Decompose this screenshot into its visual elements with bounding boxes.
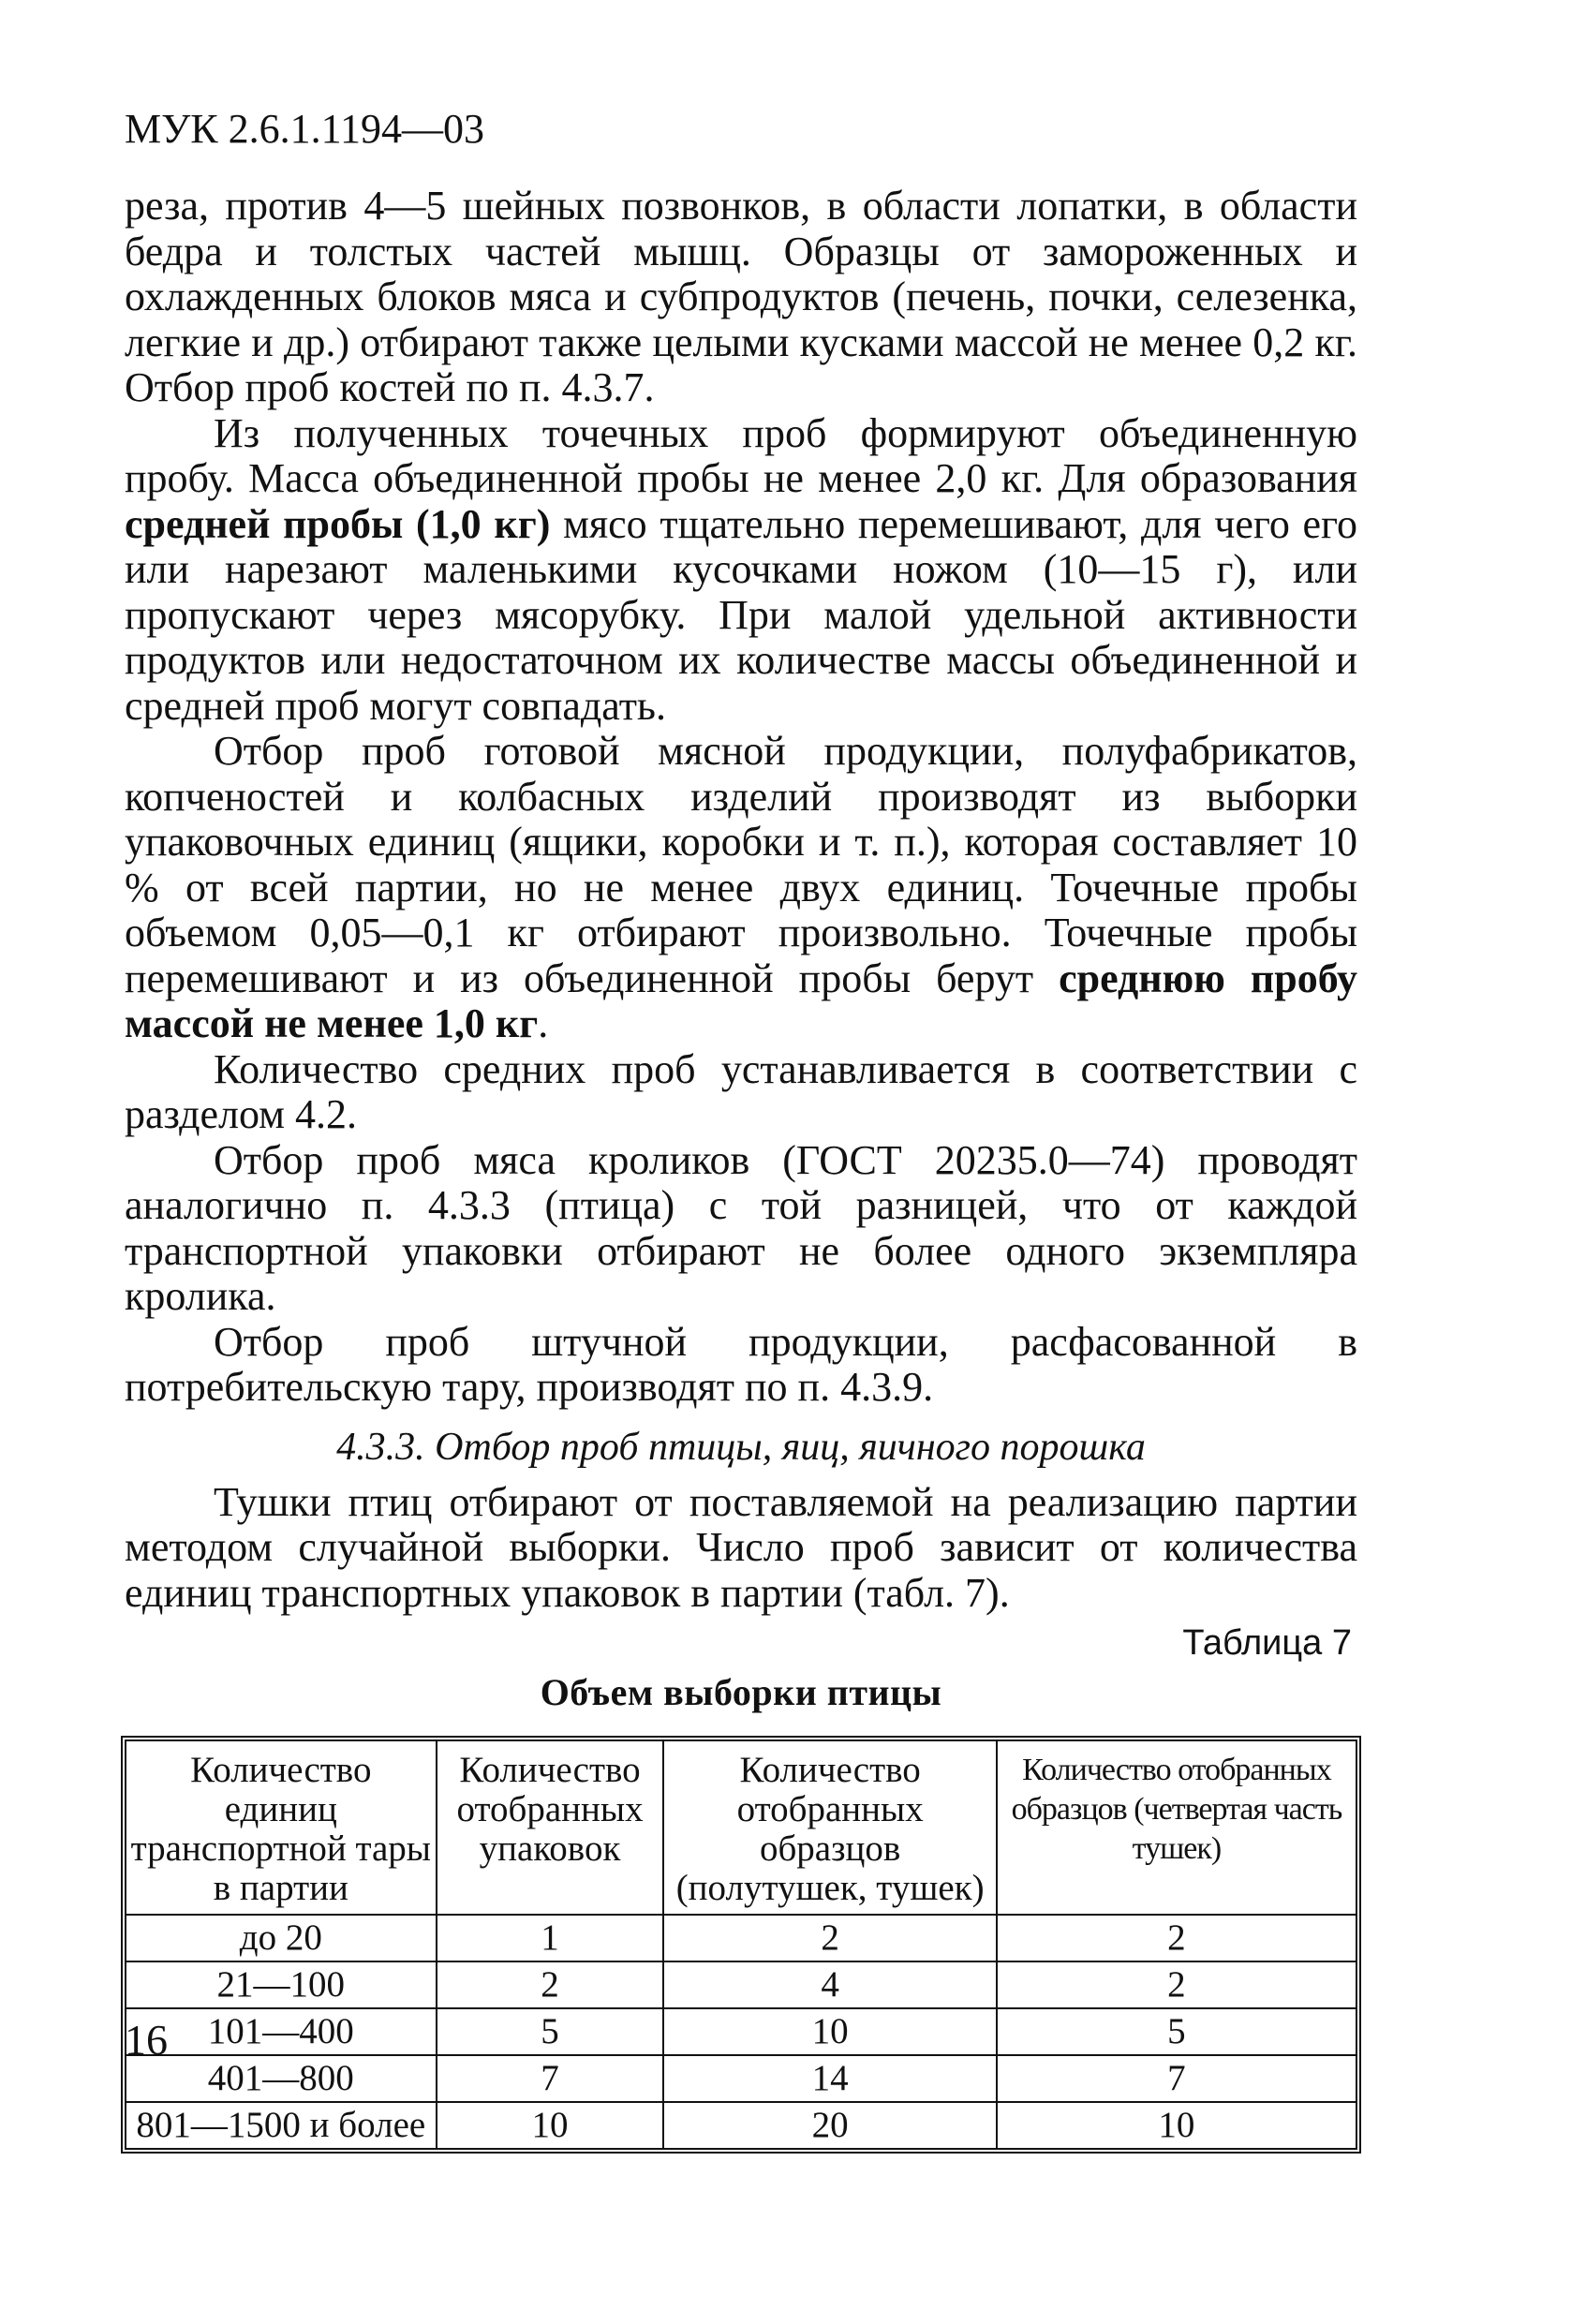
table-header-row <box>126 1740 1356 1915</box>
table-row <box>126 2055 1356 2102</box>
table-label: Таблица 7 <box>1182 1623 1352 1663</box>
table-cell: 2 <box>997 1915 1356 1961</box>
paragraph-4: Количество средних проб устанавливается в соответствии с разделом 4.2. <box>125 1045 1357 1137</box>
paragraph-2-text-end: мясо тщательно перемешивают, для чего его или нарезают маленькими кусочками ножом (10—15 г), или пропускают через мясорубку. При малой удельной активности продуктов или недостаточном их количестве массы объединенной и средней проб могут совпадать. <box>125 500 1358 729</box>
table-cell: 801—1500 и более <box>126 2102 437 2149</box>
header-cell-samples-quarters: Количество отобранных образцов (четвертая часть тушек) <box>997 1740 1356 1915</box>
header-cell-selected-packages: Количество отобранных упаковок <box>437 1740 664 1915</box>
table-cell: 401—800 <box>126 2055 437 2102</box>
table-cell: 2 <box>997 1961 1356 2008</box>
sample-size-table <box>125 1739 1357 2150</box>
table-row <box>126 2008 1356 2055</box>
paragraph-6: Отбор проб штучной продукции, расфасованной в потребительскую тару, производят по п. 4.3.9. <box>125 1318 1357 1410</box>
document-code: МУК 2.6.1.1194—03 <box>125 106 484 152</box>
table-cell: 5 <box>997 2008 1356 2055</box>
table-cell: 5 <box>437 2008 664 2055</box>
table-cell: 7 <box>437 2055 664 2102</box>
table-cell: 14 <box>663 2055 996 2102</box>
header-cell-transport-units: Количество единиц транспортной тары в партии <box>126 1740 437 1915</box>
table-cell: 2 <box>437 1961 664 2008</box>
table-cell: 1 <box>437 1915 664 1961</box>
header-cell-samples-halves: Количество отобранных образцов (полутушек, тушек) <box>663 1740 996 1915</box>
table-cell: 7 <box>997 2055 1356 2102</box>
paragraph-7: Тушки птиц отбирают от поставляемой на реализацию партии методом случайной выборки. Число проб зависит от количества единиц транспортных упаковок в партии (табл. 7). <box>125 1478 1357 1616</box>
table-cell: 4 <box>663 1961 996 2008</box>
paragraph-5: Отбор проб мяса кроликов (ГОСТ 20235.0—74) проводят аналогично п. 4.3.3 (птица) с той разницей, что от каждой транспортной упаковки отбирают не более одного экземпляра кролика. <box>125 1136 1357 1319</box>
paragraph-2 <box>125 411 1357 730</box>
table-row <box>126 2102 1356 2149</box>
table-cell: 10 <box>437 2102 664 2149</box>
paragraph-3-text-end: . <box>538 1000 549 1046</box>
table-cell: 21—100 <box>126 1961 437 2008</box>
paragraph-2-text-start: Из полученных точечных проб формируют объединенную пробу. Масса объединенной пробы не менее 2,0 кг. Для образования <box>125 409 1357 501</box>
paragraph-1: реза, против 4—5 шейных позвонков, в области лопатки, в области бедра и толстых частей мышц. Образцы от замороженных и охлажденных блоков мяса и субпродуктов (печень, почки, селезенка, легкие и др.) отбирают также целыми кусками массой не менее 0,2 кг. Отбор проб костей по п. 4.3.7. <box>125 183 1357 410</box>
table-cell: до 20 <box>126 1915 437 1961</box>
table-cell: 10 <box>997 2102 1356 2149</box>
table-cell: 20 <box>663 2102 996 2149</box>
paragraph-2-bold-term: средней пробы (1,0 кг) <box>125 500 551 547</box>
page-number: 16 <box>125 2016 168 2064</box>
paragraph-3-text-start: Отбор проб готовой мясной продукции, полуфабрикатов, копченостей и колбасных изделий производят из выборки упаковочных единиц (ящики, коробки и т. п.), которая составляет 10 % от всей партии, но не менее двух единиц. Точечные пробы объемом 0,05—0,1 кг отбирают произвольно. Точечные пробы перемешивают и из объединенной пробы берут <box>125 728 1357 1001</box>
table-title: Объем выборки птицы <box>540 1671 942 1713</box>
table-cell: 101—400 <box>126 2008 437 2055</box>
document-page <box>125 103 1357 2150</box>
table-cell: 10 <box>663 2008 996 2055</box>
table-row <box>126 1915 1356 1961</box>
paragraph-3 <box>125 729 1357 1047</box>
table-cell: 2 <box>663 1915 996 1961</box>
table-row <box>126 1961 1356 2008</box>
paragraph-3-bold-term: среднюю пробу массой не менее 1,0 кг <box>125 955 1358 1046</box>
subsection-heading: 4.3.3. Отбор проб птицы, яиц, яичного порошка <box>336 1425 1146 1469</box>
